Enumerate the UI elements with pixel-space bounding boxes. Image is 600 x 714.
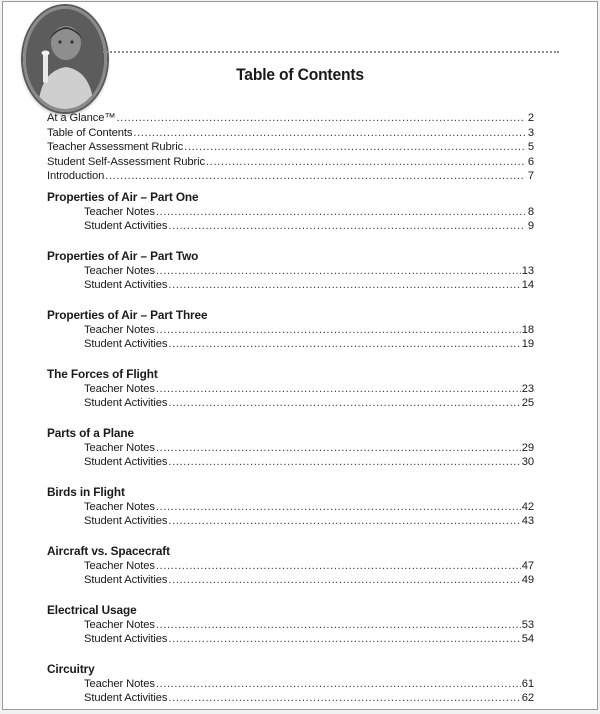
dot-leader <box>168 278 520 293</box>
student-photo-icon <box>23 6 107 112</box>
page-number: 29 <box>521 441 534 454</box>
entry-label: Teacher Notes <box>84 264 155 277</box>
toc-entry[interactable] <box>47 323 534 338</box>
toc-entry[interactable] <box>47 618 534 633</box>
table-of-contents <box>47 111 534 706</box>
dot-leader <box>168 219 525 234</box>
entry-label: Student Activities <box>84 220 168 232</box>
document-page <box>2 1 598 710</box>
toc-section <box>47 543 534 588</box>
entry-label: Introduction <box>47 170 105 182</box>
page-number: 5 <box>527 141 534 153</box>
toc-entry[interactable] <box>47 337 534 352</box>
toc-entry[interactable] <box>47 396 534 411</box>
entry-label: Teacher Notes <box>84 323 155 336</box>
section-heading[interactable]: Parts of a Plane <box>47 425 134 440</box>
page-number: 47 <box>521 559 534 572</box>
dot-leader <box>206 155 525 170</box>
page-title: Table of Contents <box>236 65 364 84</box>
entry-label: Table of Contents <box>47 126 133 139</box>
toc-section <box>47 602 534 647</box>
page-number: 62 <box>521 692 534 704</box>
page-number: 2 <box>527 112 534 124</box>
entry-label: Student Activities <box>84 633 168 645</box>
page-number: 30 <box>521 456 534 468</box>
toc-entry[interactable] <box>47 169 534 184</box>
entry-label: At a Glance™ <box>47 112 116 124</box>
page-number: 42 <box>521 500 534 513</box>
section-heading[interactable]: Properties of Air – Part Two <box>47 248 199 263</box>
dot-leader <box>116 111 525 126</box>
page-number: 18 <box>521 323 534 336</box>
section-heading[interactable]: Properties of Air – Part One <box>47 189 199 204</box>
dot-leader <box>168 455 520 470</box>
section-heading[interactable]: Electrical Usage <box>47 602 137 617</box>
entry-label: Teacher Notes <box>84 677 155 690</box>
toc-entry[interactable] <box>47 500 534 515</box>
dot-leader <box>168 514 520 529</box>
page-number: 19 <box>521 338 534 350</box>
toc-section <box>47 307 534 352</box>
dot-leader <box>156 500 521 515</box>
toc-entry[interactable] <box>47 111 534 126</box>
page-number: 7 <box>527 170 534 182</box>
toc-section <box>47 661 534 706</box>
page-number: 25 <box>521 397 534 409</box>
dot-leader <box>156 323 521 338</box>
dot-leader <box>156 618 521 633</box>
toc-entry[interactable] <box>47 140 534 155</box>
dot-leader <box>168 691 520 706</box>
dot-leader <box>156 205 525 220</box>
dot-leader <box>156 677 521 692</box>
dot-leader <box>133 126 525 141</box>
page-number: 43 <box>521 515 534 527</box>
front-matter <box>47 111 534 184</box>
toc-entry[interactable] <box>47 573 534 588</box>
entry-label: Student Activities <box>84 279 168 291</box>
dot-leader <box>168 337 520 352</box>
entry-label: Student Activities <box>84 338 168 350</box>
dot-leader <box>168 632 520 647</box>
page-number: 61 <box>521 677 534 690</box>
dot-leader <box>156 264 521 279</box>
dot-leader <box>156 382 521 397</box>
page-number: 53 <box>521 618 534 631</box>
toc-entry[interactable] <box>47 559 534 574</box>
page-number: 54 <box>521 633 534 645</box>
toc-entry[interactable] <box>47 278 534 293</box>
page-number: 8 <box>527 205 534 218</box>
dot-leader <box>168 573 520 588</box>
page-number: 14 <box>521 279 534 291</box>
section-heading[interactable]: Birds in Flight <box>47 484 125 499</box>
toc-entry[interactable] <box>47 382 534 397</box>
dot-leader <box>168 396 520 411</box>
entry-label: Teacher Notes <box>84 382 155 395</box>
toc-section <box>47 366 534 411</box>
entry-label: Student Activities <box>84 692 168 704</box>
dot-leader <box>184 140 525 155</box>
section-heading[interactable]: Aircraft vs. Spacecraft <box>47 543 170 558</box>
page-number: 9 <box>527 220 534 232</box>
toc-entry[interactable] <box>47 455 534 470</box>
dot-leader <box>105 169 525 184</box>
entry-label: Teacher Notes <box>84 205 155 218</box>
page-number: 6 <box>527 155 534 168</box>
toc-entry[interactable] <box>47 155 534 170</box>
entry-label: Student Activities <box>84 574 168 586</box>
entry-label: Teacher Assessment Rubric <box>47 141 184 153</box>
entry-label: Student Activities <box>84 456 168 468</box>
section-heading[interactable]: The Forces of Flight <box>47 366 158 381</box>
page-number: 13 <box>521 264 534 277</box>
entry-label: Teacher Notes <box>84 441 155 454</box>
page-number: 23 <box>521 382 534 395</box>
entry-label: Teacher Notes <box>84 559 155 572</box>
header-dotted-rule <box>103 51 559 53</box>
toc-entry[interactable] <box>47 219 534 234</box>
page-number: 49 <box>521 574 534 586</box>
dot-leader <box>156 559 521 574</box>
toc-entry[interactable] <box>47 514 534 529</box>
page-number: 3 <box>527 126 534 139</box>
entry-label: Student Activities <box>84 515 168 527</box>
toc-entry[interactable] <box>47 691 534 706</box>
dot-leader <box>156 441 521 456</box>
toc-entry[interactable] <box>47 441 534 456</box>
entry-label: Student Activities <box>84 397 168 409</box>
toc-entry[interactable] <box>47 264 534 279</box>
toc-section <box>47 425 534 470</box>
section-heading[interactable]: Properties of Air – Part Three <box>47 307 208 322</box>
section-heading[interactable]: Circuitry <box>47 661 95 676</box>
entry-label: Student Self-Assessment Rubric <box>47 155 206 168</box>
toc-section <box>47 248 534 293</box>
entry-label: Teacher Notes <box>84 618 155 631</box>
entry-label: Teacher Notes <box>84 500 155 513</box>
toc-section <box>47 189 534 234</box>
toc-entry[interactable] <box>47 126 534 141</box>
toc-entry[interactable] <box>47 632 534 647</box>
toc-entry[interactable] <box>47 205 534 220</box>
toc-section <box>47 484 534 529</box>
toc-entry[interactable] <box>47 677 534 692</box>
